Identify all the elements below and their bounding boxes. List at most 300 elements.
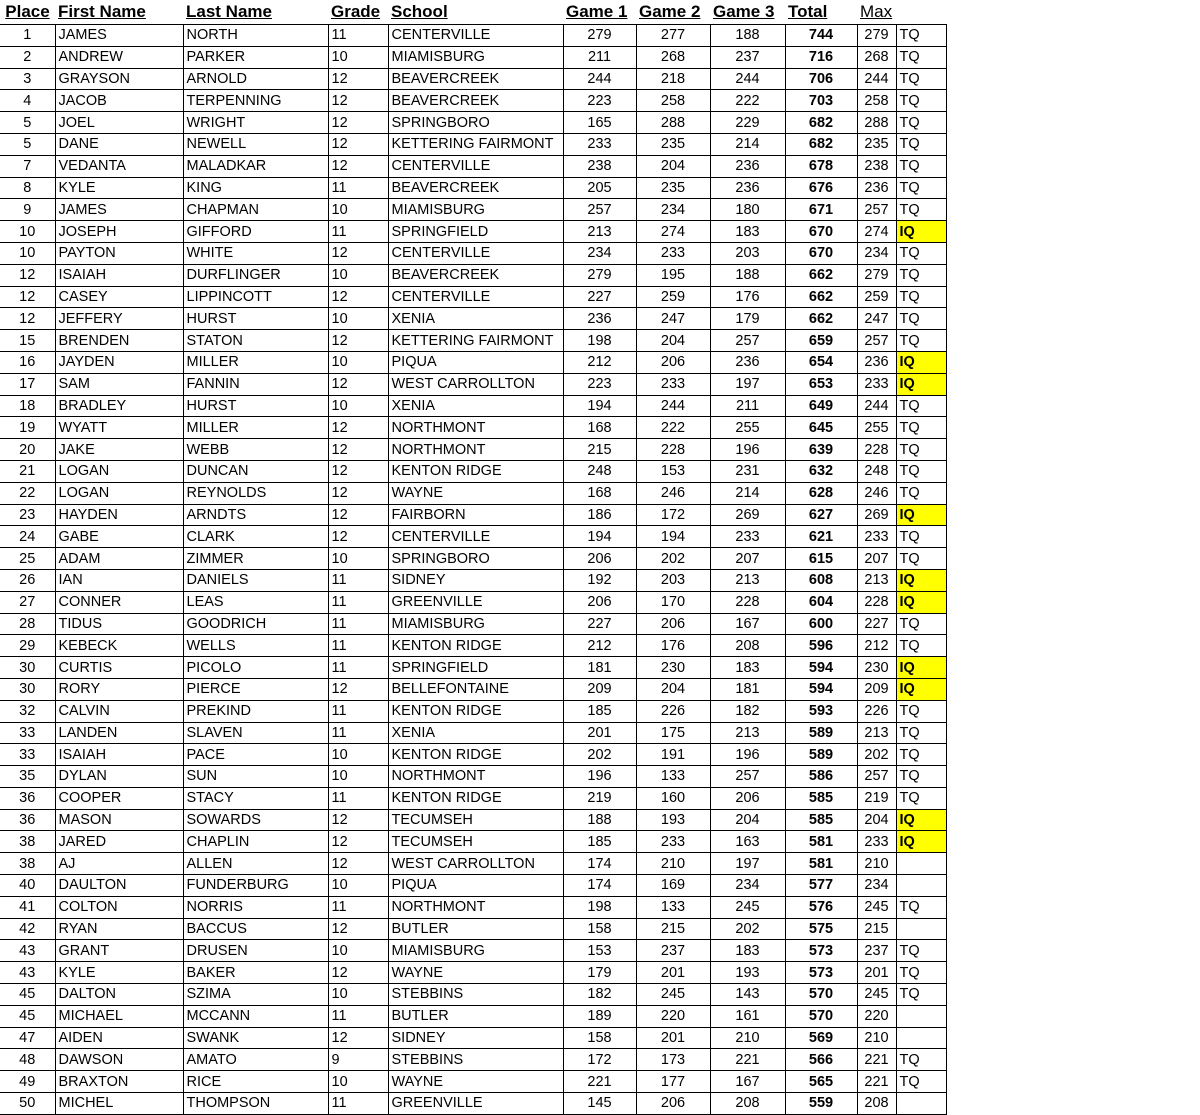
cell-game-2: 247 bbox=[636, 308, 710, 330]
cell-first-name: DYLAN bbox=[55, 766, 183, 788]
cell-first-name: CONNER bbox=[55, 591, 183, 613]
cell-place: 33 bbox=[0, 744, 55, 766]
cell-game-2: 170 bbox=[636, 591, 710, 613]
cell-total: 671 bbox=[785, 199, 857, 221]
cell-game-1: 244 bbox=[563, 68, 636, 90]
cell-game-2: 288 bbox=[636, 112, 710, 134]
cell-total: 585 bbox=[785, 787, 857, 809]
table-row bbox=[0, 1071, 946, 1093]
cell-school: WAYNE bbox=[388, 1071, 563, 1093]
cell-first-name: DAWSON bbox=[55, 1049, 183, 1071]
cell-game-2: 176 bbox=[636, 635, 710, 657]
table-row bbox=[0, 526, 946, 548]
cell-last-name: MILLER bbox=[183, 351, 328, 373]
cell-grade: 12 bbox=[328, 112, 388, 134]
cell-game-1: 211 bbox=[563, 46, 636, 68]
cell-max: 202 bbox=[857, 744, 896, 766]
table-row bbox=[0, 1005, 946, 1027]
cell-first-name: DANE bbox=[55, 133, 183, 155]
cell-first-name: HAYDEN bbox=[55, 504, 183, 526]
cell-grade: 12 bbox=[328, 853, 388, 875]
cell-game-1: 279 bbox=[563, 264, 636, 286]
cell-grade: 10 bbox=[328, 199, 388, 221]
cell-first-name: JOEL bbox=[55, 112, 183, 134]
table-row bbox=[0, 177, 946, 199]
cell-last-name: SLAVEN bbox=[183, 722, 328, 744]
cell-game-3: 210 bbox=[710, 1027, 785, 1049]
cell-school: BUTLER bbox=[388, 1005, 563, 1027]
cell-qualifier: TQ bbox=[896, 46, 946, 68]
cell-place: 41 bbox=[0, 896, 55, 918]
cell-first-name: JAKE bbox=[55, 439, 183, 461]
cell-school: KENTON RIDGE bbox=[388, 635, 563, 657]
cell-game-1: 189 bbox=[563, 1005, 636, 1027]
cell-max: 257 bbox=[857, 199, 896, 221]
cell-total: 604 bbox=[785, 591, 857, 613]
cell-max: 219 bbox=[857, 787, 896, 809]
cell-game-2: 244 bbox=[636, 395, 710, 417]
cell-game-1: 188 bbox=[563, 809, 636, 831]
cell-first-name: LOGAN bbox=[55, 482, 183, 504]
table-row bbox=[0, 460, 946, 482]
cell-max: 236 bbox=[857, 177, 896, 199]
cell-last-name: LEAS bbox=[183, 591, 328, 613]
cell-qualifier bbox=[896, 853, 946, 875]
cell-max: 230 bbox=[857, 657, 896, 679]
cell-game-3: 196 bbox=[710, 744, 785, 766]
cell-game-2: 258 bbox=[636, 90, 710, 112]
column-header-school: School bbox=[388, 0, 563, 25]
cell-game-3: 180 bbox=[710, 199, 785, 221]
table-row bbox=[0, 700, 946, 722]
cell-first-name: AIDEN bbox=[55, 1027, 183, 1049]
cell-max: 259 bbox=[857, 286, 896, 308]
cell-game-1: 158 bbox=[563, 918, 636, 940]
cell-total: 589 bbox=[785, 744, 857, 766]
cell-max: 258 bbox=[857, 90, 896, 112]
cell-last-name: SZIMA bbox=[183, 984, 328, 1006]
cell-school: WEST CARROLLTON bbox=[388, 853, 563, 875]
cell-first-name: JEFFERY bbox=[55, 308, 183, 330]
cell-game-2: 204 bbox=[636, 678, 710, 700]
cell-last-name: LIPPINCOTT bbox=[183, 286, 328, 308]
table-row bbox=[0, 286, 946, 308]
cell-school: GREENVILLE bbox=[388, 591, 563, 613]
cell-place: 42 bbox=[0, 918, 55, 940]
cell-total: 670 bbox=[785, 242, 857, 264]
cell-total: 678 bbox=[785, 155, 857, 177]
cell-game-1: 223 bbox=[563, 90, 636, 112]
cell-grade: 12 bbox=[328, 373, 388, 395]
cell-max: 227 bbox=[857, 613, 896, 635]
cell-school: PIQUA bbox=[388, 351, 563, 373]
cell-qualifier: TQ bbox=[896, 766, 946, 788]
cell-max: 268 bbox=[857, 46, 896, 68]
cell-game-3: 234 bbox=[710, 875, 785, 897]
cell-place: 50 bbox=[0, 1093, 55, 1115]
cell-total: 581 bbox=[785, 853, 857, 875]
cell-place: 36 bbox=[0, 809, 55, 831]
cell-grade: 10 bbox=[328, 46, 388, 68]
cell-total: 682 bbox=[785, 112, 857, 134]
cell-game-3: 202 bbox=[710, 918, 785, 940]
cell-place: 5 bbox=[0, 133, 55, 155]
cell-game-3: 255 bbox=[710, 417, 785, 439]
cell-game-2: 245 bbox=[636, 984, 710, 1006]
cell-game-3: 269 bbox=[710, 504, 785, 526]
cell-qualifier: TQ bbox=[896, 460, 946, 482]
cell-last-name: MILLER bbox=[183, 417, 328, 439]
table-row bbox=[0, 351, 946, 373]
cell-total: 586 bbox=[785, 766, 857, 788]
cell-qualifier bbox=[896, 1005, 946, 1027]
cell-qualifier: TQ bbox=[896, 112, 946, 134]
cell-qualifier: TQ bbox=[896, 133, 946, 155]
cell-qualifier: IQ bbox=[896, 351, 946, 373]
cell-first-name: AJ bbox=[55, 853, 183, 875]
table-row bbox=[0, 439, 946, 461]
cell-grade: 11 bbox=[328, 221, 388, 243]
cell-first-name: GABE bbox=[55, 526, 183, 548]
cell-total: 621 bbox=[785, 526, 857, 548]
table-row bbox=[0, 417, 946, 439]
cell-place: 19 bbox=[0, 417, 55, 439]
cell-grade: 10 bbox=[328, 351, 388, 373]
cell-last-name: DURFLINGER bbox=[183, 264, 328, 286]
cell-game-3: 236 bbox=[710, 351, 785, 373]
cell-total: 615 bbox=[785, 548, 857, 570]
cell-qualifier: TQ bbox=[896, 417, 946, 439]
table-row bbox=[0, 591, 946, 613]
cell-game-1: 219 bbox=[563, 787, 636, 809]
cell-grade: 11 bbox=[328, 569, 388, 591]
table-row bbox=[0, 984, 946, 1006]
cell-last-name: REYNOLDS bbox=[183, 482, 328, 504]
column-header-max: Max bbox=[857, 0, 896, 25]
cell-qualifier: TQ bbox=[896, 984, 946, 1006]
cell-last-name: SUN bbox=[183, 766, 328, 788]
cell-qualifier bbox=[896, 875, 946, 897]
cell-place: 15 bbox=[0, 330, 55, 352]
cell-school: XENIA bbox=[388, 722, 563, 744]
cell-school: TECUMSEH bbox=[388, 831, 563, 853]
cell-qualifier: TQ bbox=[896, 548, 946, 570]
cell-grade: 12 bbox=[328, 286, 388, 308]
cell-qualifier: IQ bbox=[896, 657, 946, 679]
cell-total: 662 bbox=[785, 308, 857, 330]
cell-total: 645 bbox=[785, 417, 857, 439]
cell-place: 12 bbox=[0, 308, 55, 330]
cell-first-name: ISAIAH bbox=[55, 264, 183, 286]
cell-first-name: SAM bbox=[55, 373, 183, 395]
cell-game-2: 191 bbox=[636, 744, 710, 766]
cell-game-3: 233 bbox=[710, 526, 785, 548]
cell-school: STEBBINS bbox=[388, 1049, 563, 1071]
cell-qualifier: TQ bbox=[896, 613, 946, 635]
cell-max: 246 bbox=[857, 482, 896, 504]
cell-last-name: ARNDTS bbox=[183, 504, 328, 526]
cell-school: KETTERING FAIRMONT bbox=[388, 133, 563, 155]
cell-max: 257 bbox=[857, 330, 896, 352]
table-row bbox=[0, 68, 946, 90]
cell-first-name: JAMES bbox=[55, 199, 183, 221]
cell-total: 662 bbox=[785, 264, 857, 286]
cell-place: 17 bbox=[0, 373, 55, 395]
cell-place: 36 bbox=[0, 787, 55, 809]
cell-total: 639 bbox=[785, 439, 857, 461]
cell-total: 581 bbox=[785, 831, 857, 853]
cell-school: XENIA bbox=[388, 308, 563, 330]
cell-last-name: WHITE bbox=[183, 242, 328, 264]
cell-grade: 11 bbox=[328, 657, 388, 679]
cell-school: CENTERVILLE bbox=[388, 25, 563, 47]
cell-last-name: PICOLO bbox=[183, 657, 328, 679]
cell-game-1: 198 bbox=[563, 330, 636, 352]
table-row bbox=[0, 722, 946, 744]
cell-place: 1 bbox=[0, 25, 55, 47]
cell-first-name: JARED bbox=[55, 831, 183, 853]
table-row bbox=[0, 25, 946, 47]
cell-game-3: 196 bbox=[710, 439, 785, 461]
cell-last-name: MCCANN bbox=[183, 1005, 328, 1027]
cell-game-1: 165 bbox=[563, 112, 636, 134]
cell-grade: 11 bbox=[328, 896, 388, 918]
cell-game-3: 163 bbox=[710, 831, 785, 853]
cell-total: 573 bbox=[785, 940, 857, 962]
cell-game-2: 133 bbox=[636, 896, 710, 918]
cell-grade: 12 bbox=[328, 1027, 388, 1049]
cell-total: 716 bbox=[785, 46, 857, 68]
cell-game-3: 183 bbox=[710, 221, 785, 243]
cell-game-1: 168 bbox=[563, 482, 636, 504]
cell-game-1: 158 bbox=[563, 1027, 636, 1049]
cell-game-1: 257 bbox=[563, 199, 636, 221]
cell-school: CENTERVILLE bbox=[388, 155, 563, 177]
table-row bbox=[0, 133, 946, 155]
cell-first-name: BRENDEN bbox=[55, 330, 183, 352]
cell-game-2: 234 bbox=[636, 199, 710, 221]
cell-game-2: 235 bbox=[636, 133, 710, 155]
cell-game-2: 169 bbox=[636, 875, 710, 897]
cell-qualifier: TQ bbox=[896, 962, 946, 984]
cell-total: 589 bbox=[785, 722, 857, 744]
table-row bbox=[0, 918, 946, 940]
cell-place: 10 bbox=[0, 221, 55, 243]
cell-place: 28 bbox=[0, 613, 55, 635]
cell-school: CENTERVILLE bbox=[388, 242, 563, 264]
cell-first-name: KYLE bbox=[55, 177, 183, 199]
cell-school: NORTHMONT bbox=[388, 417, 563, 439]
cell-last-name: ALLEN bbox=[183, 853, 328, 875]
cell-place: 38 bbox=[0, 853, 55, 875]
cell-school: WAYNE bbox=[388, 482, 563, 504]
cell-total: 703 bbox=[785, 90, 857, 112]
cell-last-name: NORTH bbox=[183, 25, 328, 47]
cell-first-name: CURTIS bbox=[55, 657, 183, 679]
cell-grade: 12 bbox=[328, 90, 388, 112]
cell-max: 235 bbox=[857, 133, 896, 155]
cell-game-1: 227 bbox=[563, 613, 636, 635]
cell-place: 27 bbox=[0, 591, 55, 613]
cell-place: 12 bbox=[0, 264, 55, 286]
cell-max: 244 bbox=[857, 395, 896, 417]
cell-total: 744 bbox=[785, 25, 857, 47]
table-header bbox=[0, 0, 946, 25]
table-row bbox=[0, 613, 946, 635]
cell-first-name: PAYTON bbox=[55, 242, 183, 264]
cell-grade: 11 bbox=[328, 25, 388, 47]
cell-qualifier: IQ bbox=[896, 221, 946, 243]
cell-grade: 12 bbox=[328, 460, 388, 482]
cell-game-2: 237 bbox=[636, 940, 710, 962]
cell-school: CENTERVILLE bbox=[388, 526, 563, 548]
cell-place: 12 bbox=[0, 286, 55, 308]
cell-game-1: 194 bbox=[563, 395, 636, 417]
cell-last-name: CLARK bbox=[183, 526, 328, 548]
cell-place: 48 bbox=[0, 1049, 55, 1071]
cell-game-1: 221 bbox=[563, 1071, 636, 1093]
table-row bbox=[0, 242, 946, 264]
cell-last-name: WRIGHT bbox=[183, 112, 328, 134]
cell-place: 9 bbox=[0, 199, 55, 221]
cell-game-2: 222 bbox=[636, 417, 710, 439]
cell-place: 33 bbox=[0, 722, 55, 744]
cell-grade: 12 bbox=[328, 918, 388, 940]
cell-total: 608 bbox=[785, 569, 857, 591]
cell-school: WEST CARROLLTON bbox=[388, 373, 563, 395]
cell-game-3: 197 bbox=[710, 853, 785, 875]
cell-game-2: 226 bbox=[636, 700, 710, 722]
cell-first-name: DAULTON bbox=[55, 875, 183, 897]
cell-total: 570 bbox=[785, 984, 857, 1006]
cell-school: BELLEFONTAINE bbox=[388, 678, 563, 700]
cell-school: BEAVERCREEK bbox=[388, 177, 563, 199]
column-header-game-3: Game 3 bbox=[710, 0, 785, 25]
cell-total: 628 bbox=[785, 482, 857, 504]
cell-total: 575 bbox=[785, 918, 857, 940]
cell-grade: 10 bbox=[328, 875, 388, 897]
cell-total: 659 bbox=[785, 330, 857, 352]
table-row bbox=[0, 766, 946, 788]
cell-game-3: 236 bbox=[710, 177, 785, 199]
cell-school: KETTERING FAIRMONT bbox=[388, 330, 563, 352]
cell-qualifier: IQ bbox=[896, 373, 946, 395]
cell-total: 596 bbox=[785, 635, 857, 657]
cell-game-2: 202 bbox=[636, 548, 710, 570]
cell-game-3: 214 bbox=[710, 482, 785, 504]
cell-place: 32 bbox=[0, 700, 55, 722]
cell-max: 244 bbox=[857, 68, 896, 90]
cell-max: 248 bbox=[857, 460, 896, 482]
column-header-first-name: First Name bbox=[55, 0, 183, 25]
cell-qualifier: TQ bbox=[896, 482, 946, 504]
cell-first-name: ANDREW bbox=[55, 46, 183, 68]
cell-place: 7 bbox=[0, 155, 55, 177]
cell-game-3: 245 bbox=[710, 896, 785, 918]
table-row bbox=[0, 678, 946, 700]
cell-game-1: 227 bbox=[563, 286, 636, 308]
cell-qualifier: TQ bbox=[896, 896, 946, 918]
cell-game-1: 172 bbox=[563, 1049, 636, 1071]
cell-last-name: ARNOLD bbox=[183, 68, 328, 90]
cell-school: SPRINGBORO bbox=[388, 548, 563, 570]
table-row bbox=[0, 1093, 946, 1115]
cell-school: NORTHMONT bbox=[388, 766, 563, 788]
cell-place: 40 bbox=[0, 875, 55, 897]
cell-max: 255 bbox=[857, 417, 896, 439]
cell-max: 207 bbox=[857, 548, 896, 570]
cell-game-1: 248 bbox=[563, 460, 636, 482]
cell-game-1: 168 bbox=[563, 417, 636, 439]
cell-game-3: 257 bbox=[710, 766, 785, 788]
cell-game-1: 213 bbox=[563, 221, 636, 243]
cell-total: 627 bbox=[785, 504, 857, 526]
cell-school: BUTLER bbox=[388, 918, 563, 940]
cell-total: 676 bbox=[785, 177, 857, 199]
cell-game-1: 201 bbox=[563, 722, 636, 744]
cell-last-name: TERPENNING bbox=[183, 90, 328, 112]
cell-game-2: 233 bbox=[636, 242, 710, 264]
cell-game-3: 208 bbox=[710, 1093, 785, 1115]
cell-place: 18 bbox=[0, 395, 55, 417]
cell-max: 233 bbox=[857, 373, 896, 395]
cell-game-2: 177 bbox=[636, 1071, 710, 1093]
cell-first-name: KEBECK bbox=[55, 635, 183, 657]
cell-last-name: NEWELL bbox=[183, 133, 328, 155]
table-row bbox=[0, 744, 946, 766]
cell-place: 4 bbox=[0, 90, 55, 112]
cell-game-2: 201 bbox=[636, 1027, 710, 1049]
table-row bbox=[0, 853, 946, 875]
cell-place: 21 bbox=[0, 460, 55, 482]
cell-first-name: ISAIAH bbox=[55, 744, 183, 766]
cell-game-1: 179 bbox=[563, 962, 636, 984]
cell-game-3: 188 bbox=[710, 264, 785, 286]
cell-last-name: PACE bbox=[183, 744, 328, 766]
cell-first-name: RORY bbox=[55, 678, 183, 700]
cell-last-name: PIERCE bbox=[183, 678, 328, 700]
cell-game-1: 206 bbox=[563, 548, 636, 570]
cell-place: 43 bbox=[0, 940, 55, 962]
cell-game-3: 179 bbox=[710, 308, 785, 330]
cell-game-2: 175 bbox=[636, 722, 710, 744]
cell-total: 594 bbox=[785, 678, 857, 700]
cell-game-3: 206 bbox=[710, 787, 785, 809]
cell-game-3: 193 bbox=[710, 962, 785, 984]
cell-grade: 11 bbox=[328, 177, 388, 199]
cell-qualifier: IQ bbox=[896, 504, 946, 526]
cell-max: 233 bbox=[857, 526, 896, 548]
cell-place: 5 bbox=[0, 112, 55, 134]
cell-total: 566 bbox=[785, 1049, 857, 1071]
cell-first-name: LANDEN bbox=[55, 722, 183, 744]
cell-game-3: 221 bbox=[710, 1049, 785, 1071]
cell-school: STEBBINS bbox=[388, 984, 563, 1006]
cell-qualifier: TQ bbox=[896, 199, 946, 221]
cell-game-1: 145 bbox=[563, 1093, 636, 1115]
cell-game-3: 244 bbox=[710, 68, 785, 90]
cell-first-name: COOPER bbox=[55, 787, 183, 809]
cell-place: 16 bbox=[0, 351, 55, 373]
cell-game-2: 201 bbox=[636, 962, 710, 984]
cell-game-2: 172 bbox=[636, 504, 710, 526]
cell-game-2: 259 bbox=[636, 286, 710, 308]
cell-max: 228 bbox=[857, 439, 896, 461]
cell-last-name: FUNDERBURG bbox=[183, 875, 328, 897]
cell-game-2: 195 bbox=[636, 264, 710, 286]
cell-school: KENTON RIDGE bbox=[388, 700, 563, 722]
cell-qualifier: TQ bbox=[896, 242, 946, 264]
